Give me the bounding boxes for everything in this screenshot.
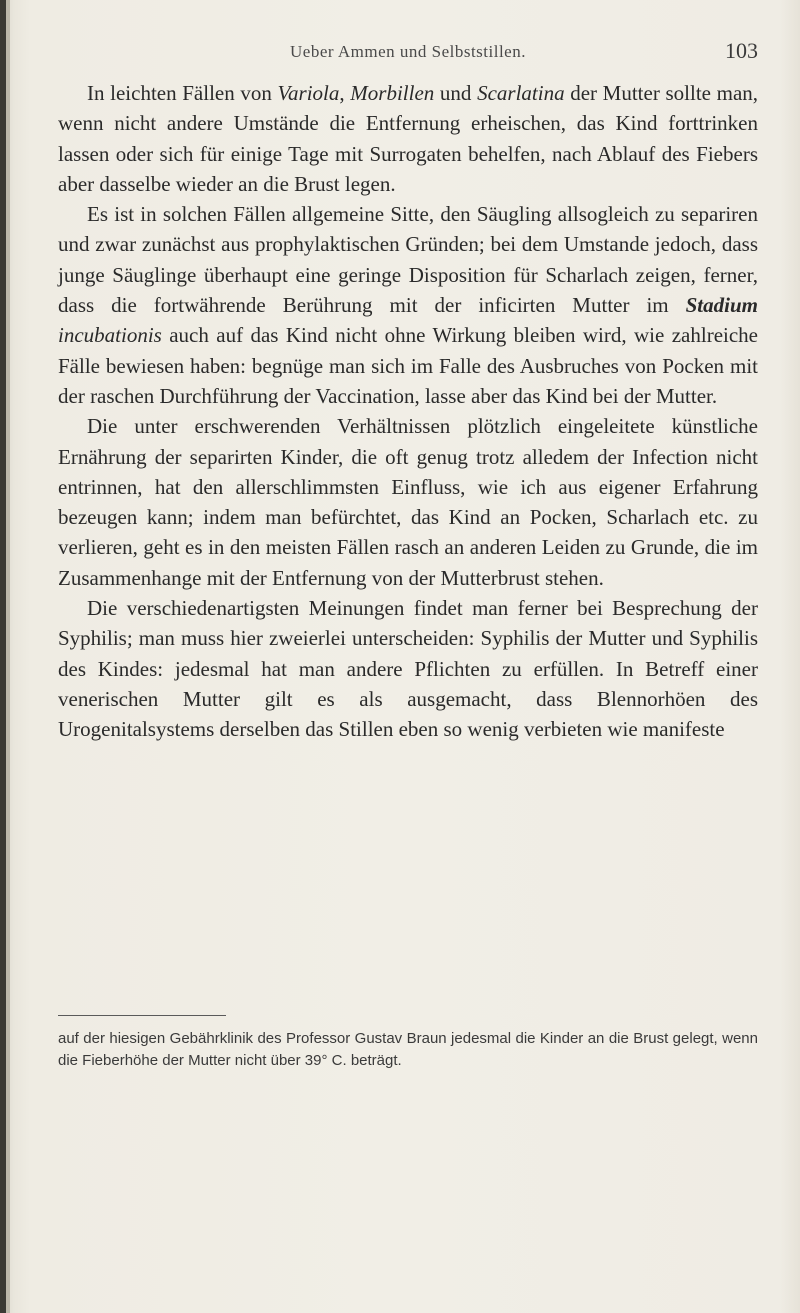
- text-run: In leichten Fällen von: [87, 81, 278, 105]
- emphasized-term: Stadium: [685, 293, 758, 318]
- footnote: [58, 1028, 758, 1072]
- footnote-divider: [58, 1015, 226, 1016]
- emphasized-term: incubationis: [58, 323, 162, 348]
- emphasized-term: Scarlatina: [477, 81, 565, 105]
- footnote-text: auf der hiesigen Gebährklinik des Professor Gustav Braun jedesmal die Kinder an die Brust gelegt, wenn die Fieberhöhe der Mutter nicht über 39° C. beträgt.: [58, 1030, 758, 1069]
- text-run: auch auf das Kind nicht ohne Wirkung bleiben wird, wie zahlreiche Fälle bewiesen haben: begnüge man sich im Falle des Ausbruches von Pocken mit der raschen Durchführung der Vaccination, lasse aber das Kind bei der Mutter.: [58, 323, 758, 408]
- body-text: [58, 78, 758, 745]
- paragraph: [58, 199, 758, 411]
- paragraph: [58, 593, 758, 744]
- text-run: und: [434, 81, 478, 105]
- text-run: Die unter erschwerenden Verhältnissen plötzlich eingeleitete künstliche Ernährung der separirten Kinder, die oft genug trotz alledem der Infection nicht entrinnen, hat den allerschlimmsten Einfluss, wie ich aus eigener Erfahrung bezeugen kann; indem man befürchtet, das Kind an Pocken, Scharlach etc. zu verlieren, geht es in den meisten Fällen rasch an anderen Leiden zu Grunde, die im Zusammenhange mit der Entfernung von der Mutterbrust stehen.: [58, 414, 758, 590]
- emphasized-term: Variola: [277, 81, 340, 105]
- book-gutter-shadow: [6, 0, 10, 1313]
- emphasized-term: Morbillen: [350, 81, 435, 105]
- text-run: Es ist in solchen Fällen allgemeine Sitte, den Säugling allsogleich zu separiren und zwar zunächst aus prophylaktischen Gründen; bei dem Umstande jedoch, dass junge Säuglinge überhaupt eine geringe Disposition für Scharlach zeigen, ferner, dass die fortwährende Berührung mit der inficirten Mutter im: [58, 202, 758, 318]
- paragraph: [58, 411, 758, 593]
- page-number: 103: [725, 38, 758, 63]
- text-run: ,: [339, 81, 351, 105]
- page-header: [58, 38, 758, 66]
- text-run: der Mutter sollte man, wenn nicht andere Umstände die Entfernung erheischen, das Kind forttrinken lassen oder sich für einige Tage mit Surrogaten behelfen, nach Ablauf des Fiebers aber dasselbe wieder an die Brust legen.: [58, 81, 759, 196]
- text-run: Die verschiedenartigsten Meinungen findet man ferner bei Besprechung der Syphilis; man muss hier zweierlei unterscheiden: Syphilis der Mutter und Syphilis des Kindes: jedesmal hat man andere Pflichten zu erfüllen. In Betreff einer venerischen Mutter gilt es als ausgemacht, dass Blennorhöen des Urogenitalsystems derselben das Stillen eben so wenig verbieten wie manifeste: [58, 596, 758, 742]
- paragraph: [58, 78, 758, 199]
- running-title: Ueber Ammen und Selbststillen.: [290, 42, 526, 61]
